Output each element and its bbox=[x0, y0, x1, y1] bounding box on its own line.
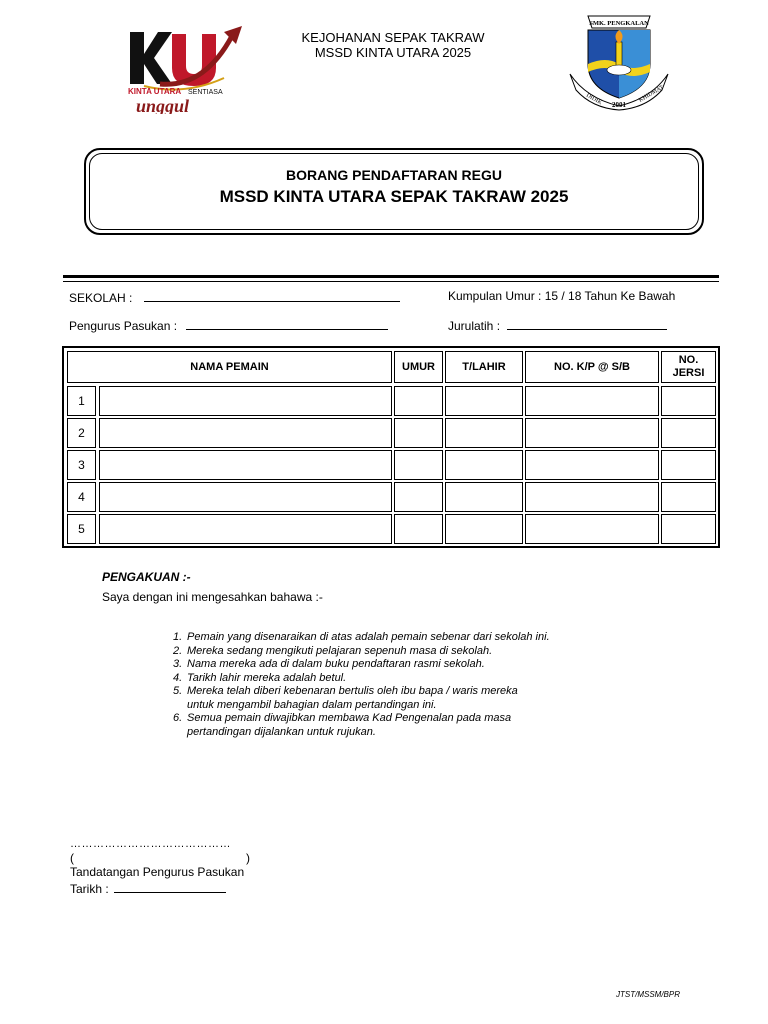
kumpulan-umur-field bbox=[448, 289, 675, 303]
no-kp-cell[interactable] bbox=[525, 514, 659, 544]
divider-thin bbox=[63, 281, 719, 282]
crest-motto-right: KHIDMAT bbox=[638, 84, 665, 104]
tlahir-cell[interactable] bbox=[445, 386, 523, 416]
declaration-number: 6. bbox=[173, 712, 183, 724]
signature-line[interactable]: …………………………………… bbox=[70, 838, 231, 850]
row-number: 4 bbox=[67, 482, 96, 512]
declaration-text: Mereka telah diberi kebenaran bertulis oleh ibu bapa / waris mereka bbox=[187, 685, 518, 697]
jurulatih-input-line[interactable] bbox=[507, 317, 667, 330]
signature-label: Tandatangan Pengurus Pasukan bbox=[70, 865, 245, 879]
no-kp-cell[interactable] bbox=[525, 386, 659, 416]
event-title-line-1: KEJOHANAN SEPAK TAKRAW bbox=[301, 30, 485, 45]
event-title-line-2: MSSD KINTA UTARA 2025 bbox=[314, 45, 472, 60]
declaration-item bbox=[173, 712, 550, 739]
declaration-item bbox=[173, 672, 550, 686]
declaration-number: 2. bbox=[173, 644, 183, 657]
tlahir-cell[interactable] bbox=[445, 418, 523, 448]
player-table bbox=[62, 346, 720, 548]
sekolah-label: SEKOLAH : bbox=[69, 291, 133, 305]
header-tlahir: T/LAHIR bbox=[445, 351, 523, 383]
declaration-text: untuk mengambil bahagian dalam pertandingan ini. bbox=[187, 698, 437, 711]
pengurus-label: Pengurus Pasukan : bbox=[69, 319, 178, 333]
school-crest bbox=[566, 12, 672, 112]
divider-thick bbox=[63, 275, 719, 278]
declaration-list bbox=[173, 631, 550, 739]
umur-cell[interactable] bbox=[394, 514, 443, 544]
row-number: 5 bbox=[67, 514, 96, 544]
declaration-item bbox=[173, 658, 550, 672]
tlahir-cell[interactable] bbox=[445, 482, 523, 512]
declaration-text: pertandingan dijalankan untuk rujukan. bbox=[187, 725, 376, 738]
nama-pemain-cell[interactable] bbox=[99, 482, 392, 512]
declaration-number: 4. bbox=[173, 671, 183, 684]
header-no-jersi-line-1: NO. bbox=[678, 354, 699, 366]
no-jersi-cell[interactable] bbox=[661, 450, 716, 480]
declaration-item bbox=[173, 645, 550, 659]
form-subtitle: MSSD KINTA UTARA SEPAK TAKRAW 2025 bbox=[219, 187, 569, 206]
no-kp-cell[interactable] bbox=[525, 418, 659, 448]
sekolah-field bbox=[69, 289, 400, 305]
row-number: 3 bbox=[67, 450, 96, 480]
umur-cell[interactable] bbox=[394, 418, 443, 448]
umur-cell[interactable] bbox=[394, 386, 443, 416]
crest-motto-left: DIDIK bbox=[585, 92, 603, 107]
row-number: 1 bbox=[67, 386, 96, 416]
document-reference: JTST/MSSM/BPR bbox=[616, 990, 681, 999]
declaration-text: Semua pemain diwajibkan membawa Kad Pengenalan pada masa bbox=[187, 712, 512, 724]
jurulatih-field bbox=[448, 317, 667, 333]
date-input-line[interactable] bbox=[114, 880, 226, 893]
header-no-jersi bbox=[661, 351, 716, 383]
no-jersi-cell[interactable] bbox=[661, 514, 716, 544]
no-jersi-cell[interactable] bbox=[661, 418, 716, 448]
row-number: 2 bbox=[67, 418, 96, 448]
declaration-number: 3. bbox=[173, 658, 183, 670]
ku-word: unggul bbox=[136, 96, 190, 114]
header-umur: UMUR bbox=[394, 351, 443, 383]
umur-cell[interactable] bbox=[394, 450, 443, 480]
date-label: Tarikh : bbox=[70, 882, 109, 896]
ku-logo-icon bbox=[124, 22, 246, 114]
pengakuan-intro: Saya dengan ini mengesahkan bahawa :- bbox=[102, 590, 323, 604]
nama-pemain-cell[interactable] bbox=[99, 418, 392, 448]
declaration-text: Pemain yang disenaraikan di atas adalah pemain sebenar dari sekolah ini. bbox=[187, 631, 550, 643]
declaration-number: 5. bbox=[173, 685, 183, 697]
pengurus-field bbox=[69, 317, 388, 333]
no-kp-cell[interactable] bbox=[525, 450, 659, 480]
event-header bbox=[250, 30, 536, 60]
declaration-text: Mereka sedang mengikuti pelajaran sepenuh masa di sekolah. bbox=[187, 644, 493, 657]
signature-name-close: ) bbox=[246, 851, 250, 865]
no-jersi-cell[interactable] bbox=[661, 386, 716, 416]
form-title-box bbox=[84, 148, 704, 235]
no-jersi-cell[interactable] bbox=[661, 482, 716, 512]
header-nama-pemain: NAMA PEMAIN bbox=[67, 351, 392, 383]
school-crest-icon bbox=[566, 12, 672, 112]
ku-logo bbox=[124, 22, 246, 114]
declaration-text: Nama mereka ada di dalam buku pendaftaran rasmi sekolah. bbox=[187, 658, 485, 670]
signature-name-open: ( bbox=[70, 851, 74, 865]
declaration-item bbox=[173, 685, 550, 712]
date-field bbox=[70, 880, 226, 896]
declaration-number: 1. bbox=[173, 631, 183, 643]
pengakuan-title: PENGAKUAN :- bbox=[102, 570, 191, 584]
header-no-jersi-line-2: JERSI bbox=[672, 367, 705, 379]
tlahir-cell[interactable] bbox=[445, 514, 523, 544]
tlahir-cell[interactable] bbox=[445, 450, 523, 480]
kumpulan-umur-label: Kumpulan Umur : 15 / 18 Tahun Ke Bawah bbox=[448, 289, 676, 303]
nama-pemain-cell[interactable] bbox=[99, 514, 392, 544]
header-no-kp: NO. K/P @ S/B bbox=[525, 351, 659, 383]
declaration-text: Tarikh lahir mereka adalah betul. bbox=[187, 671, 347, 684]
nama-pemain-cell[interactable] bbox=[99, 386, 392, 416]
sekolah-input-line[interactable] bbox=[144, 289, 400, 302]
nama-pemain-cell[interactable] bbox=[99, 450, 392, 480]
pengurus-input-line[interactable] bbox=[186, 317, 388, 330]
jurulatih-label: Jurulatih : bbox=[448, 319, 501, 333]
no-kp-cell[interactable] bbox=[525, 482, 659, 512]
ku-tagline-2: SENTIASA bbox=[188, 89, 223, 96]
crest-banner-text: SMK. PENGKALAN bbox=[589, 20, 649, 27]
crest-year: 2001 bbox=[612, 101, 626, 109]
form-title: BORANG PENDAFTARAN REGU bbox=[286, 167, 502, 183]
declaration-item bbox=[173, 631, 550, 645]
umur-cell[interactable] bbox=[394, 482, 443, 512]
ku-tagline-1: KINTA UTARA bbox=[128, 87, 182, 96]
